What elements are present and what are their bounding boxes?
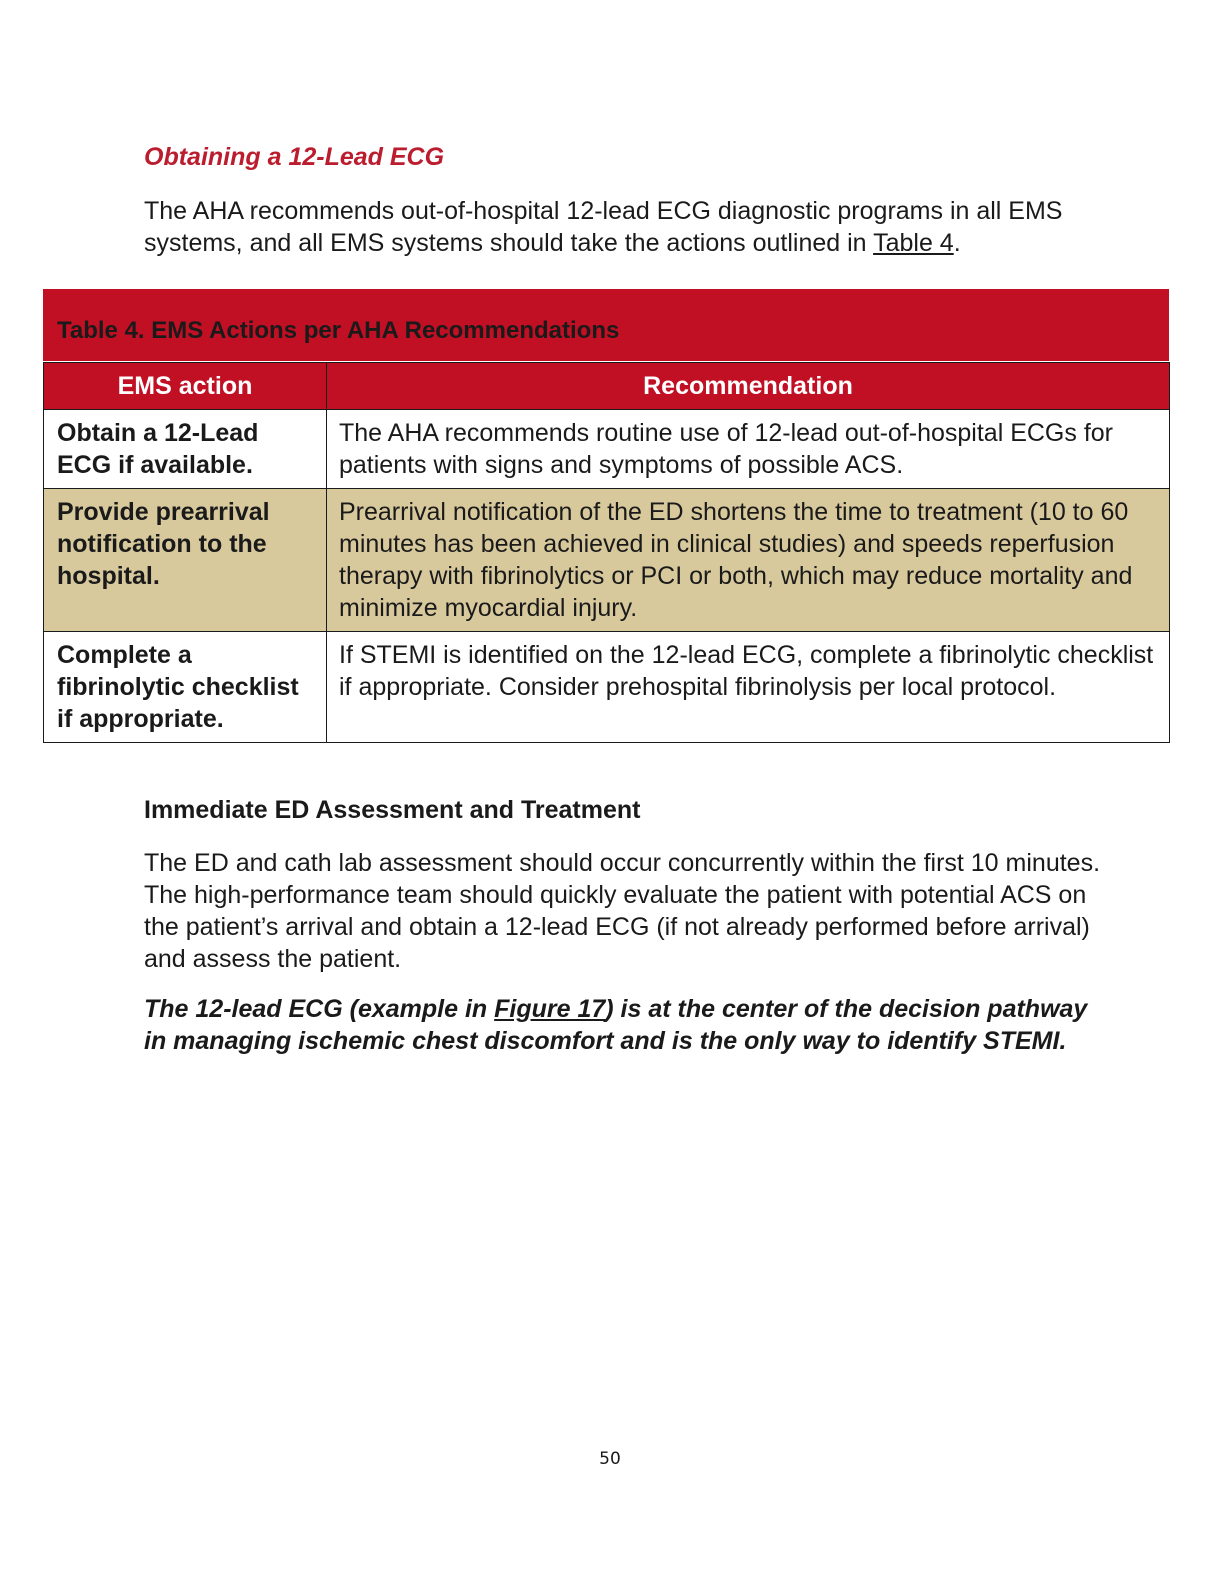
page-number: 50 — [599, 1449, 621, 1469]
table-row — [44, 632, 1170, 743]
assessment-heading: Immediate ED Assessment and Treatment — [144, 796, 641, 824]
section-heading: Obtaining a 12-Lead ECG — [144, 143, 445, 171]
ems-action-cell: Provide prearrival notification to the hospital. — [44, 489, 327, 632]
recommendation-cell: Prearrival notification of the ED shortens the time to treatment (10 to 60 minutes has been achieved in clinical studies) and speeds reperfusion therapy with fibrinolytics or PCI or both, which may reduce mortality and minimize myocardial injury. — [327, 489, 1170, 632]
ems-actions-table — [43, 362, 1170, 743]
table-row — [44, 489, 1170, 632]
intro-end: . — [953, 229, 961, 257]
table-header-row — [44, 363, 1170, 410]
emphasis-text-after: ) is at the center of the decision pathway in managing ischemic chest discomfort and is the only way to identify STEMI. — [144, 995, 1088, 1055]
assessment-paragraph: The ED and cath lab assessment should occur concurrently within the first 10 minutes. The high-performance team should quickly evaluate the patient with potential ACS on the patient’s arrival and obtain a 12-lead ECG (if not already performed before arrival) and assess the patient. — [144, 849, 1101, 973]
recommendation-cell: The AHA recommends routine use of 12-lead out-of-hospital ECGs for patients with signs and symptoms of possible ACS. — [327, 410, 1170, 489]
table-caption: Table 4. EMS Actions per AHA Recommendations — [57, 317, 620, 344]
emphasis-text-before: The 12-lead ECG (example in — [144, 995, 495, 1023]
table-caption-bar — [43, 289, 1169, 361]
recommendation-cell: If STEMI is identified on the 12-lead ECG, complete a fibrinolytic checklist if appropriate. Consider prehospital fibrinolysis per local protocol. — [327, 632, 1170, 743]
table-row — [44, 410, 1170, 489]
ems-action-cell: Obtain a 12-Lead ECG if available. — [44, 410, 327, 489]
emphasis-paragraph — [144, 993, 1104, 1057]
column-header-ems-action: EMS action — [44, 363, 327, 410]
intro-paragraph — [144, 195, 1104, 259]
figure-17-link[interactable]: Figure 17 — [494, 995, 606, 1023]
table-4-link[interactable]: Table 4 — [873, 229, 954, 257]
column-header-recommendation: Recommendation — [327, 363, 1170, 410]
ems-action-cell: Complete a fibrinolytic checklist if appropriate. — [44, 632, 327, 743]
intro-text: The AHA recommends out-of-hospital 12-lead ECG diagnostic programs in all EMS systems, and all EMS systems should take the actions outlined in — [144, 197, 1063, 257]
